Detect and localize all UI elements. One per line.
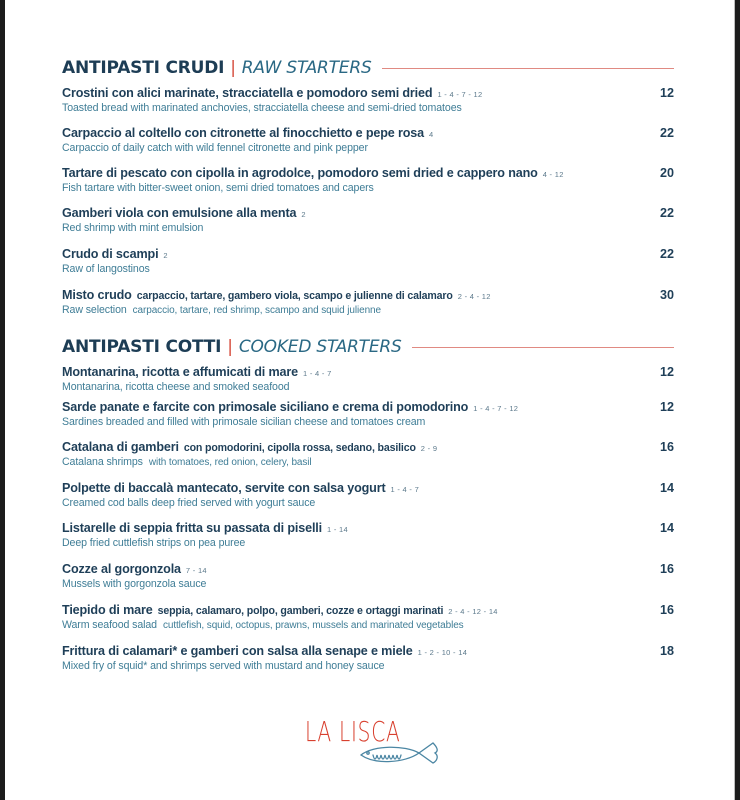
item-description: Mussels with gorgonzola sauce bbox=[62, 578, 207, 590]
item-name: Misto crudo bbox=[62, 288, 132, 302]
section-separator: | bbox=[230, 58, 236, 78]
item-subtitle-it: con pomodorini, cipolla rossa, sedano, basilico bbox=[183, 442, 416, 454]
menu-item bbox=[62, 521, 674, 561]
item-name: Tartare di pescato con cipolla in agrodolce, pomodoro semi dried e cappero nano bbox=[62, 166, 538, 180]
item-price: 12 bbox=[659, 400, 674, 414]
item-name: Catalana di gamberi bbox=[62, 440, 179, 454]
item-list-raw bbox=[62, 247, 674, 287]
item-list-raw bbox=[62, 86, 674, 126]
menu-item bbox=[62, 481, 674, 521]
menu-item bbox=[62, 644, 674, 684]
menu-item bbox=[62, 562, 674, 602]
item-allergens: 1 - 4 - 7 - 12 bbox=[437, 90, 483, 99]
section-rule bbox=[412, 347, 674, 348]
item-description: Raw of langostinos bbox=[62, 263, 150, 275]
item-allergens: 4 bbox=[429, 130, 434, 139]
section-header bbox=[62, 56, 674, 80]
item-description: Toasted bread with marinated anchovies, stracciatella cheese and semi-dried tomatoes bbox=[62, 102, 462, 114]
item-list-cooked bbox=[62, 481, 674, 521]
item-list-raw bbox=[62, 166, 674, 206]
item-list-cooked bbox=[62, 521, 674, 561]
item-price: 16 bbox=[659, 603, 674, 617]
item-allergens: 2 - 4 - 12 bbox=[457, 292, 491, 301]
item-allergens: 2 bbox=[163, 251, 168, 260]
item-price: 12 bbox=[659, 86, 674, 100]
item-allergens: 2 - 9 bbox=[420, 444, 438, 453]
item-description: Fish tartare with bitter-sweet onion, semi dried tomatoes and capers bbox=[62, 182, 374, 194]
section-title-it: ANTIPASTI CRUDI bbox=[62, 58, 225, 78]
logo-text: LA LISCA bbox=[305, 715, 401, 748]
item-name: Tiepido di mare bbox=[62, 603, 153, 617]
item-name: Listarelle di seppia fritta su passata di piselli bbox=[62, 521, 323, 535]
item-list-cooked bbox=[62, 365, 674, 405]
section-cooked-starters bbox=[62, 335, 674, 359]
section-rule bbox=[382, 68, 674, 69]
viewer-scrollbar[interactable] bbox=[734, 0, 740, 800]
item-allergens: 4 - 12 bbox=[542, 170, 564, 179]
section-title-en: COOKED STARTERS bbox=[238, 337, 402, 357]
menu-item bbox=[62, 247, 674, 287]
item-name: Sarde panate e farcite con primosale siciliano e crema di pomodorino bbox=[62, 400, 469, 414]
item-list-cooked bbox=[62, 400, 674, 440]
item-list-cooked bbox=[62, 562, 674, 602]
menu-item bbox=[62, 288, 674, 328]
menu-item bbox=[62, 400, 674, 440]
item-description: Sardines breaded and filled with primosale sicilian cheese and tomatoes cream bbox=[62, 416, 426, 428]
item-name: Cozze al gorgonzola bbox=[62, 562, 181, 576]
menu-item bbox=[62, 166, 674, 206]
item-subtitle-en: cuttlefish, squid, octopus, prawns, mussels and marinated vegetables bbox=[162, 620, 464, 631]
item-list-raw bbox=[62, 126, 674, 166]
item-list-raw bbox=[62, 206, 674, 246]
menu-item bbox=[62, 86, 674, 126]
fish-skeleton-icon bbox=[353, 733, 443, 773]
item-price: 14 bbox=[659, 521, 674, 535]
restaurant-logo bbox=[305, 715, 440, 770]
menu-item bbox=[62, 603, 674, 643]
item-description: Creamed cod balls deep fried served with yogurt sauce bbox=[62, 497, 316, 509]
item-price: 18 bbox=[659, 644, 674, 658]
item-list-raw bbox=[62, 288, 674, 328]
section-separator: | bbox=[227, 337, 233, 357]
item-description: Mixed fry of squid* and shrimps served with mustard and honey sauce bbox=[62, 660, 385, 672]
item-allergens: 1 - 4 - 7 bbox=[303, 369, 332, 378]
item-list-cooked bbox=[62, 440, 674, 480]
item-subtitle-it: carpaccio, tartare, gambero viola, scampo e julienne di calamaro bbox=[136, 290, 453, 302]
item-description: Red shrimp with mint emulsion bbox=[62, 222, 204, 234]
item-price: 16 bbox=[659, 440, 674, 454]
menu-item bbox=[62, 440, 674, 480]
item-description: Raw selection bbox=[62, 304, 127, 316]
section-title-it: ANTIPASTI COTTI bbox=[62, 337, 222, 357]
item-allergens: 2 - 4 - 12 - 14 bbox=[448, 607, 498, 616]
section-title-en: RAW STARTERS bbox=[241, 58, 372, 78]
item-allergens: 7 - 14 bbox=[185, 566, 207, 575]
item-allergens: 1 - 4 - 7 bbox=[390, 485, 420, 494]
item-price: 22 bbox=[659, 126, 674, 140]
item-price: 16 bbox=[659, 562, 674, 576]
item-allergens: 1 - 4 - 7 - 12 bbox=[473, 404, 519, 413]
item-price: 30 bbox=[659, 288, 674, 302]
section-raw-starters bbox=[62, 56, 674, 80]
item-name: Frittura di calamari* e gamberi con salsa alla senape e miele bbox=[62, 644, 413, 658]
item-description: Catalana shrimps bbox=[62, 456, 143, 468]
item-price: 20 bbox=[659, 166, 674, 180]
item-list-cooked bbox=[62, 644, 674, 684]
item-name: Crostini con alici marinate, stracciatella e pomodoro semi dried bbox=[62, 86, 433, 100]
item-description: Warm seafood salad bbox=[62, 619, 157, 631]
item-name: Crudo di scampi bbox=[62, 247, 159, 261]
item-name: Carpaccio al coltello con citronette al finocchietto e pepe rosa bbox=[62, 126, 425, 140]
item-list-cooked bbox=[62, 603, 674, 643]
item-price: 22 bbox=[659, 247, 674, 261]
item-subtitle-en: with tomatoes, red onion, celery, basil bbox=[148, 457, 312, 468]
item-price: 22 bbox=[659, 206, 674, 220]
item-subtitle-en: carpaccio, tartare, red shrimp, scampo and squid julienne bbox=[132, 305, 381, 316]
menu-item bbox=[62, 206, 674, 246]
menu-item bbox=[62, 365, 674, 405]
item-allergens: 1 - 14 bbox=[327, 525, 348, 534]
item-allergens: 1 - 2 - 10 - 14 bbox=[417, 648, 468, 657]
item-name: Gamberi viola con emulsione alla menta bbox=[62, 206, 297, 220]
item-price: 14 bbox=[659, 481, 674, 495]
menu-item bbox=[62, 126, 674, 166]
section-header bbox=[62, 335, 674, 359]
item-description: Deep fried cuttlefish strips on pea puree bbox=[62, 537, 246, 549]
item-description: Carpaccio of daily catch with wild fennel citronette and pink pepper bbox=[62, 142, 368, 154]
item-subtitle-it: seppia, calamaro, polpo, gamberi, cozze e ortaggi marinati bbox=[157, 605, 444, 617]
item-name: Montanarina, ricotta e affumicati di mare bbox=[62, 365, 298, 379]
item-price: 12 bbox=[659, 365, 674, 379]
item-description: Montanarina, ricotta cheese and smoked seafood bbox=[62, 381, 290, 393]
item-allergens: 2 bbox=[301, 210, 306, 219]
item-name: Polpette di baccalà mantecato, servite con salsa yogurt bbox=[62, 481, 386, 495]
